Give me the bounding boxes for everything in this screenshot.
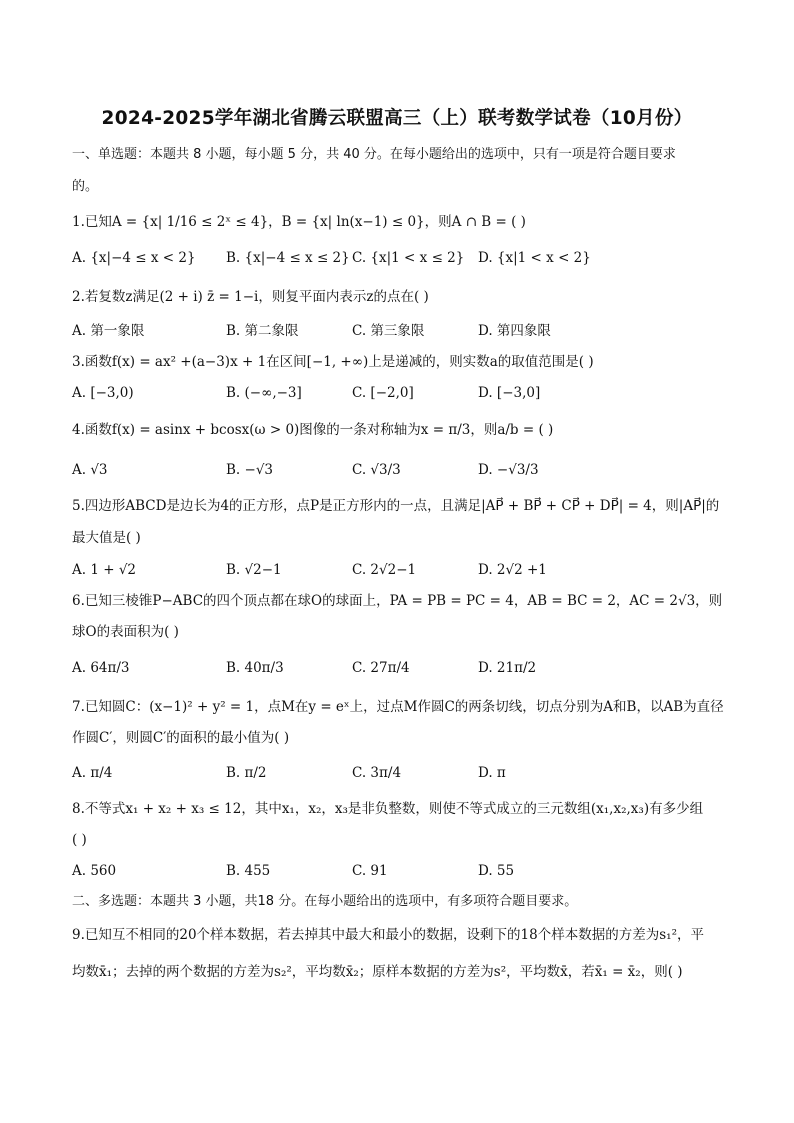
question-9-stem: 9.已知互不相同的20个样本数据，若去掉其中最大和最小的数据，设剩下的18个样本数据的方差为s₁²，平 [72, 927, 704, 943]
question-7-stem: 7.已知圆C：(x−1)² + y² = 1，点M在y = eˣ上，过点M作圆C的两条切线，切点分别为A和B，以AB为直径 [72, 699, 724, 715]
q3-option-b: B. (−∞,−3] [226, 385, 302, 401]
question-2-stem: 2.若复数z满足(2 + i) z̄ = 1−i，则复平面内表示z的点在( ) [72, 289, 429, 305]
q2-option-b: B. 第二象限 [226, 323, 299, 339]
q1-option-c: C. {x|1 < x ≤ 2} [352, 250, 465, 266]
question-1-stem: 1.已知A = {x| 1/16 ≤ 2ˣ ≤ 4}，B = {x| ln(x−1) ≤ 0}，则A ∩ B = ( ) [72, 214, 526, 230]
q2-option-a: A. 第一象限 [72, 323, 145, 339]
question-9-stem-cont: 均数x̄₁；去掉的两个数据的方差为s₂²，平均数x̄₂；原样本数据的方差为s²，平均数x̄，若x̄₁ = x̄₂，则( ) [72, 964, 683, 980]
q8-option-a: A. 560 [72, 863, 117, 879]
question-8-stem: 8.不等式x₁ + x₂ + x₃ ≤ 12，其中x₁，x₂，x₃是非负整数，则使不等式成立的三元数组(x₁,x₂,x₃)有多少组 [72, 801, 704, 817]
q8-option-d: D. 55 [478, 863, 515, 879]
q6-option-c: C. 27π/4 [352, 660, 410, 676]
q8-option-b: B. 455 [226, 863, 271, 879]
question-7-stem-cont: 作圆C′，则圆C′的面积的最小值为( ) [72, 730, 290, 746]
question-4-stem: 4.函数f(x) = asinx + bcosx(ω > 0)图像的一条对称轴为x = π/3，则a/b = ( ) [72, 422, 554, 438]
q1-option-d: D. {x|1 < x < 2} [478, 250, 591, 266]
question-8-stem-cont: ( ) [72, 832, 87, 848]
q6-option-b: B. 40π/3 [226, 660, 284, 676]
q5-option-c: C. 2√2−1 [352, 562, 417, 578]
page-title: 2024-2025学年湖北省腾云联盟高三（上）联考数学试卷（10月份） [101, 108, 693, 129]
q8-option-c: C. 91 [352, 863, 388, 879]
q2-option-d: D. 第四象限 [478, 323, 551, 339]
q4-option-d: D. −√3/3 [478, 462, 539, 478]
q5-option-b: B. √2−1 [226, 562, 282, 578]
q6-option-d: D. 21π/2 [478, 660, 537, 676]
q1-option-b: B. {x|−4 ≤ x ≤ 2} [226, 250, 350, 266]
q7-option-c: C. 3π/4 [352, 765, 402, 781]
q4-option-a: A. √3 [72, 462, 108, 478]
section1-heading-cont: 的。 [72, 179, 99, 194]
q5-option-a: A. 1 + √2 [72, 562, 137, 578]
q7-option-a: A. π/4 [72, 765, 113, 781]
q7-option-d: D. π [478, 765, 506, 781]
question-5-stem-cont: 最大值是( ) [72, 530, 141, 546]
section2-heading: 二、多选题：本题共 3 小题，共18 分。在每小题给出的选项中，有多项符合题目要求。 [72, 894, 578, 909]
q6-option-a: A. 64π/3 [72, 660, 130, 676]
q3-option-d: D. [−3,0] [478, 385, 541, 401]
question-6-stem: 6.已知三棱锥P−ABC的四个顶点都在球O的球面上，PA = PB = PC = 4，AB = BC = 2，AC = 2√3，则 [72, 593, 723, 609]
q1-option-a: A. {x|−4 ≤ x < 2} [72, 250, 196, 266]
question-3-stem: 3.函数f(x) = ax² +(a−3)x + 1在区间[−1, +∞)上是递减的，则实数a的取值范围是( ) [72, 354, 594, 370]
question-6-stem-cont: 球O的表面积为( ) [72, 624, 179, 640]
q3-option-a: A. [−3,0) [72, 385, 134, 401]
q7-option-b: B. π/2 [226, 765, 267, 781]
q2-option-c: C. 第三象限 [352, 323, 425, 339]
question-5-stem: 5.四边形ABCD是边长为4的正方形，点P是正方形内的一点，且满足|AP⃗ + BP⃗ + CP⃗ + DP⃗| = 4，则|AP⃗|的 [72, 498, 720, 514]
section1-heading: 一、单选题：本题共 8 小题，每小题 5 分，共 40 分。在每小题给出的选项中，只有一项是符合题目要求 [72, 147, 676, 162]
q5-option-d: D. 2√2 +1 [478, 562, 547, 578]
q3-option-c: C. [−2,0] [352, 385, 414, 401]
q4-option-c: C. √3/3 [352, 462, 401, 478]
q4-option-b: B. −√3 [226, 462, 274, 478]
